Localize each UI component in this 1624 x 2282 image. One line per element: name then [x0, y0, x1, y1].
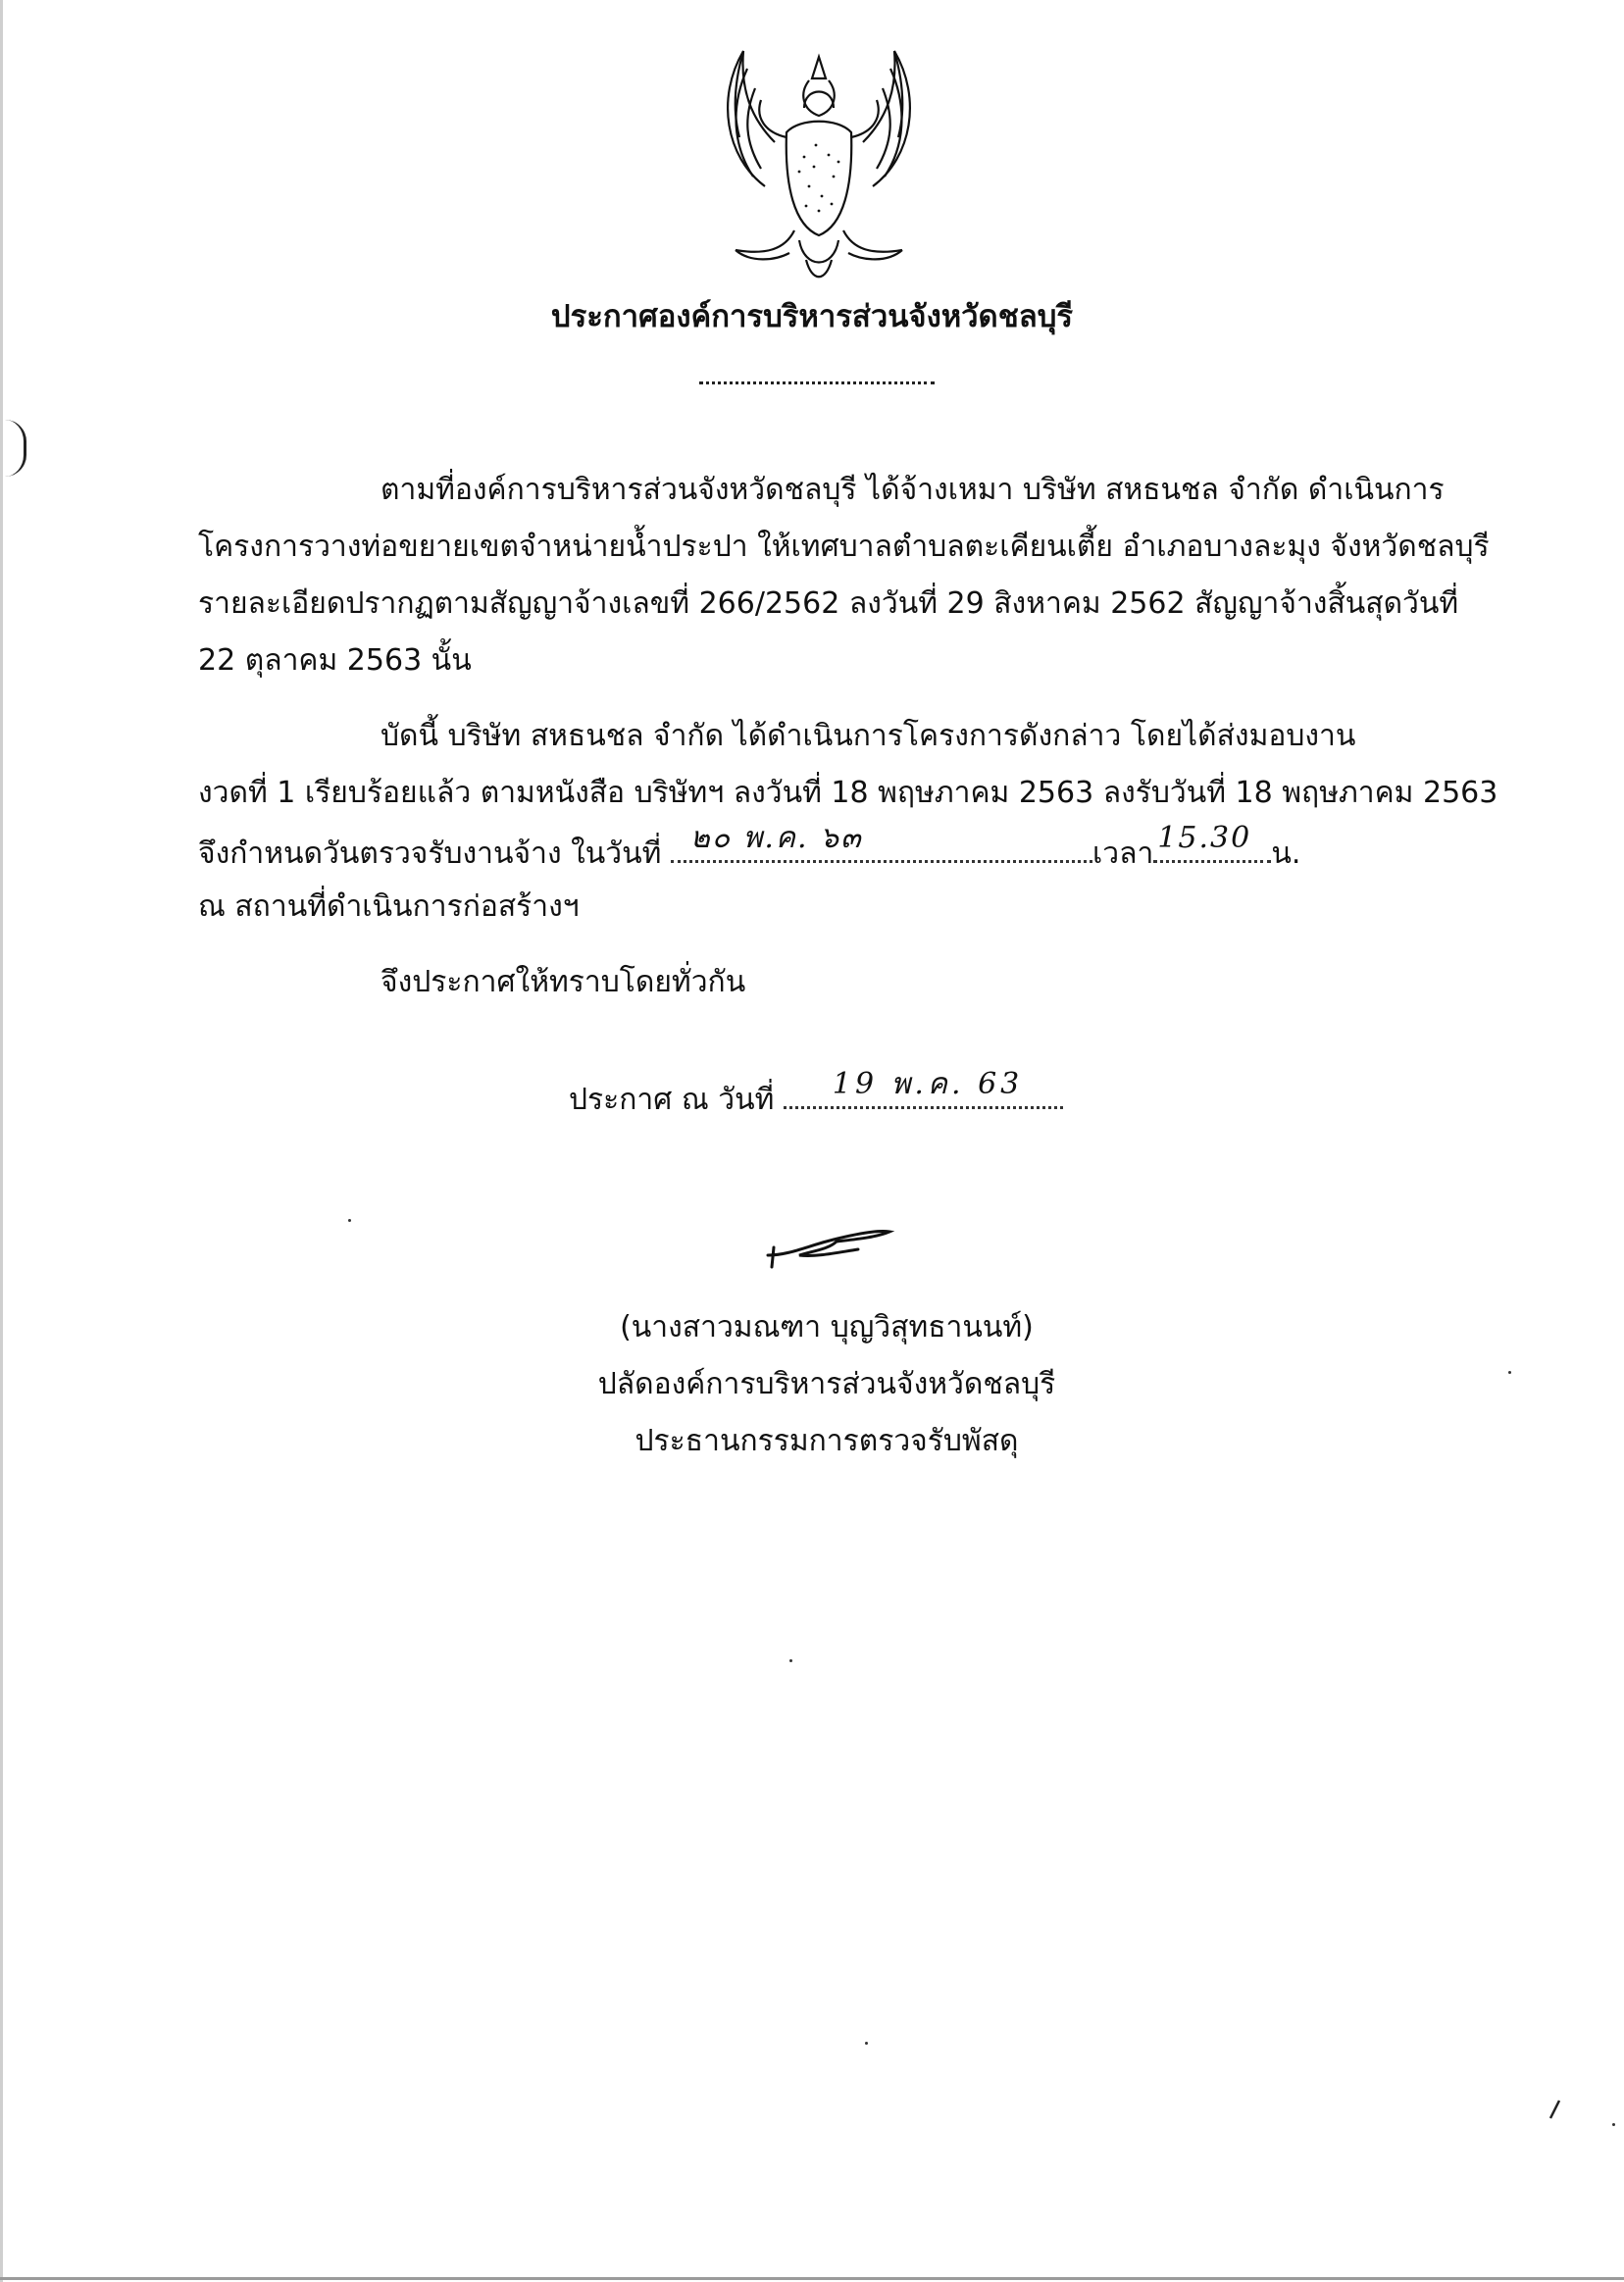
- signature-mark: [760, 1226, 897, 1275]
- garuda-emblem: [696, 39, 941, 294]
- inspection-time-label: เวลา: [1091, 837, 1154, 871]
- scan-speck: [1508, 1371, 1511, 1374]
- inspection-date-field: [671, 821, 1092, 863]
- paragraph1-line3: รายละเอียดปรากฏตามสัญญาจ้างเลขที่ 266/2562 ลงวันที่ 29 สิงหาคม 2562 สัญญาจ้างสิ้นสุดวันที่: [198, 586, 1459, 621]
- paragraph1-line2: โครงการวางท่อขยายเขตจำหน่ายน้ำประปา ให้เทศบาลตำบลตะเคียนเตี้ย อำเภอบางละมุง จังหวัดชลบุรี: [198, 530, 1490, 564]
- time-unit-suffix: น.: [1271, 837, 1301, 871]
- signatory-position-2: ประธานกรรมการตรวจรับพัสดุ: [634, 1424, 1019, 1458]
- paragraph2-line3: [198, 821, 1301, 874]
- signatory-name: (นางสาวมณฑา บุญวิสุทธานนท์): [620, 1310, 1034, 1344]
- paragraph2-line1: บัดนี้ บริษัท สหธนชล จำกัด ได้ดำเนินการโครงการดังกล่าว โดยได้ส่งมอบงาน: [381, 719, 1356, 753]
- scan-tick-mark: [1548, 2099, 1561, 2120]
- scan-speck: [1612, 2123, 1615, 2126]
- inspection-date-handwritten: ๒๐ พ.ค. ๖๓: [689, 821, 863, 855]
- scan-speck: [789, 1659, 792, 1662]
- page-edge-bottom: [0, 2277, 1624, 2280]
- announcement-date-handwritten: 19 พ.ค. 63: [832, 1067, 1024, 1101]
- paragraph2-line4: ณ สถานที่ดำเนินการก่อสร้างฯ: [198, 889, 580, 924]
- scan-speck: [865, 2042, 868, 2045]
- paragraph2-line2: งวดที่ 1 เรียบร้อยแล้ว ตามหนังสือ บริษัทฯ ลงวันที่ 18 พฤษภาคม 2563 ลงรับวันที่ 18 พฤษภาคม 2563: [198, 776, 1498, 810]
- page-edge-left: [0, 0, 3, 2282]
- scan-speck: [348, 1219, 351, 1222]
- announcement-date: [569, 1067, 1063, 1120]
- closing-line: จึงประกาศให้ทราบโดยทั่วกัน: [381, 965, 746, 999]
- paragraph1-line4: 22 ตุลาคม 2563 นั้น: [198, 643, 472, 678]
- announcement-date-field: [784, 1067, 1063, 1109]
- document-title: ประกาศองค์การบริหารส่วนจังหวัดชลบุรี: [550, 299, 1074, 334]
- scan-bracket-mark: [4, 420, 26, 477]
- inspection-date-label: จึงกำหนดวันตรวจรับงานจ้าง ในวันที่: [198, 837, 662, 871]
- title-dotted-rule: [699, 381, 935, 384]
- announcement-date-label: ประกาศ ณ วันที่: [569, 1083, 775, 1117]
- inspection-time-handwritten: 15.30: [1157, 821, 1252, 855]
- signatory-position-1: ปลัดองค์การบริหารส่วนจังหวัดชลบุรี: [597, 1367, 1056, 1401]
- inspection-time-field: [1153, 821, 1271, 863]
- paragraph1-line1: ตามที่องค์การบริหารส่วนจังหวัดชลบุรี ได้จ้างเหมา บริษัท สหธนชล จำกัด ดำเนินการ: [381, 473, 1445, 507]
